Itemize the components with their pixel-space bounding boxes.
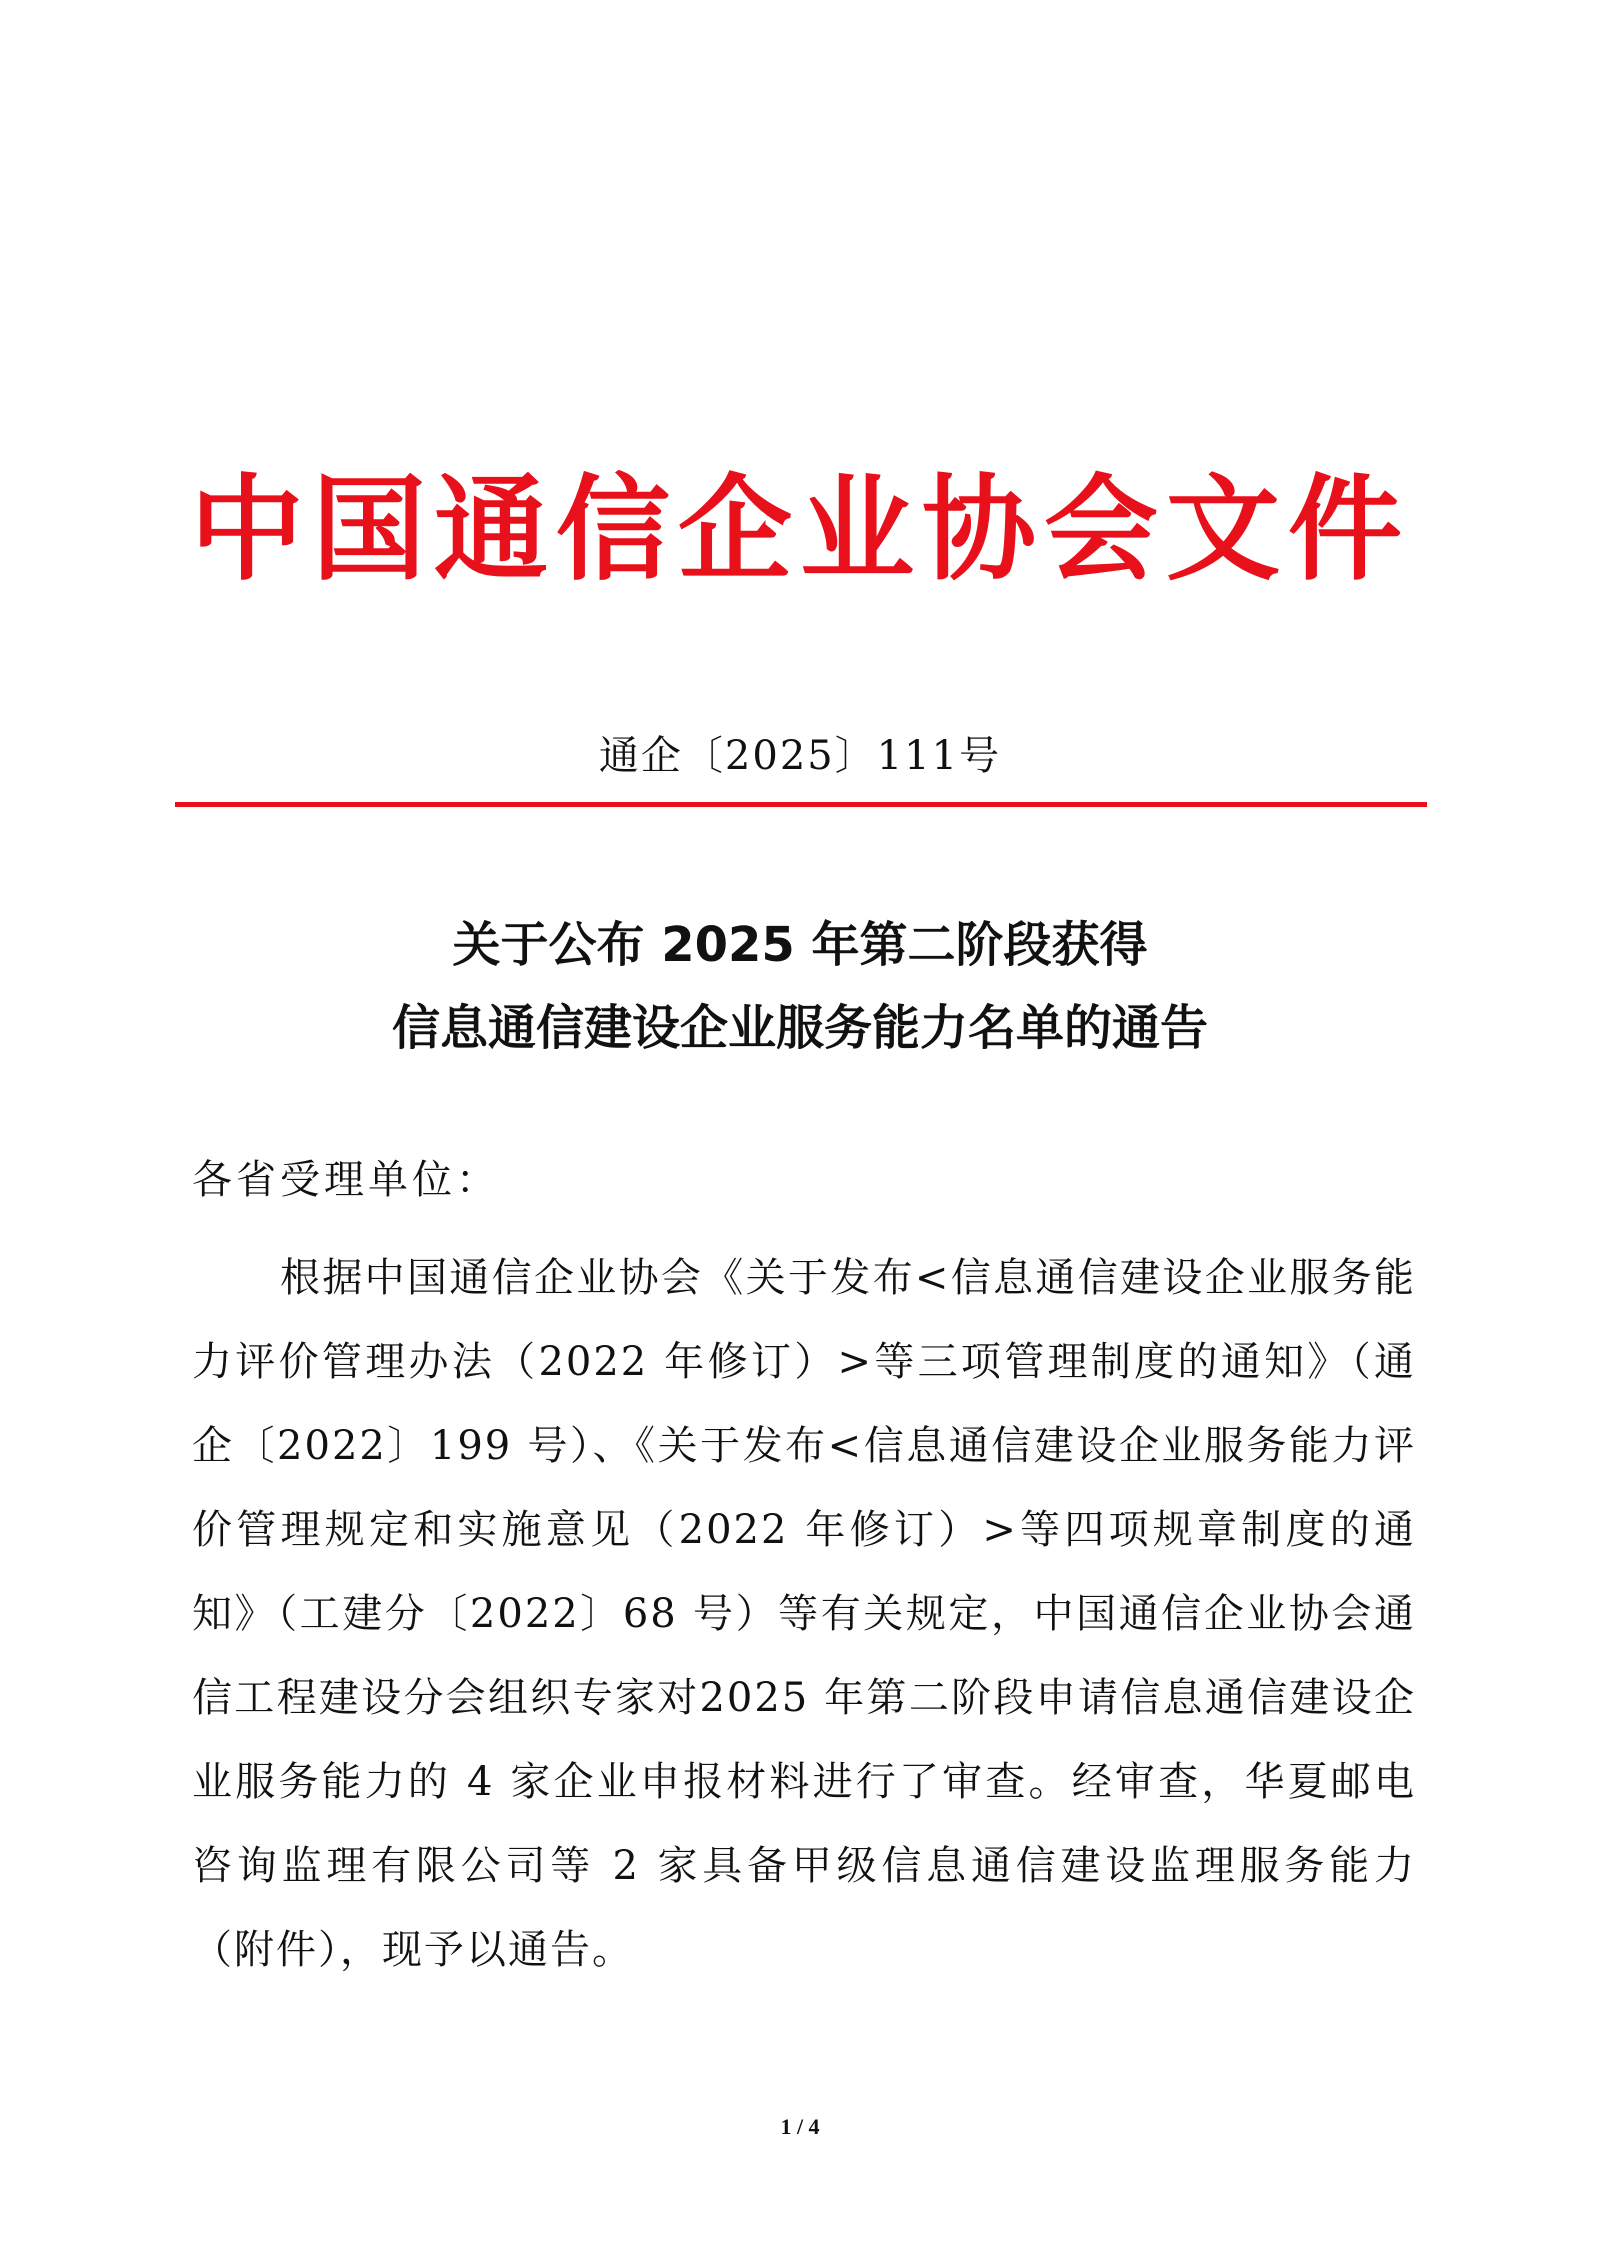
header-divider: [175, 802, 1427, 807]
document-number: 通企〔2025〕111号: [598, 733, 1002, 779]
body-paragraph: 根据中国通信企业协会《关于发布<信息通信建设企业服务能力评价管理办法（2022 年修订）>等三项管理制度的通知》（通企〔2022〕199 号）、《关于发布<信息通信建设企业服务能力评价管理规定和实施意见（2022 年修订）>等四项规章制度的通知》（工建分〔2022〕68 号）等有关规定，中国通信企业协会通信工程建设分会组织专家对2025 年第二阶段申请信息通信建设企业服务能力的 4 家企业申报材料进行了审查。经审查，华夏邮电咨询监理有限公司等 2 家具备甲级信息通信建设监理服务能力（附件），现予以通告。: [192, 1255, 1416, 1973]
notice-title-line-1: 关于公布 2025 年第二阶段获得: [452, 917, 1148, 973]
salutation: 各省受理单位：: [192, 1157, 500, 1203]
page-number: 1 / 4: [780, 2114, 820, 2139]
masthead-title: 中国通信企业协会文件: [189, 463, 1410, 596]
notice-title-line-2: 信息通信建设企业服务能力名单的通告: [391, 1000, 1208, 1056]
